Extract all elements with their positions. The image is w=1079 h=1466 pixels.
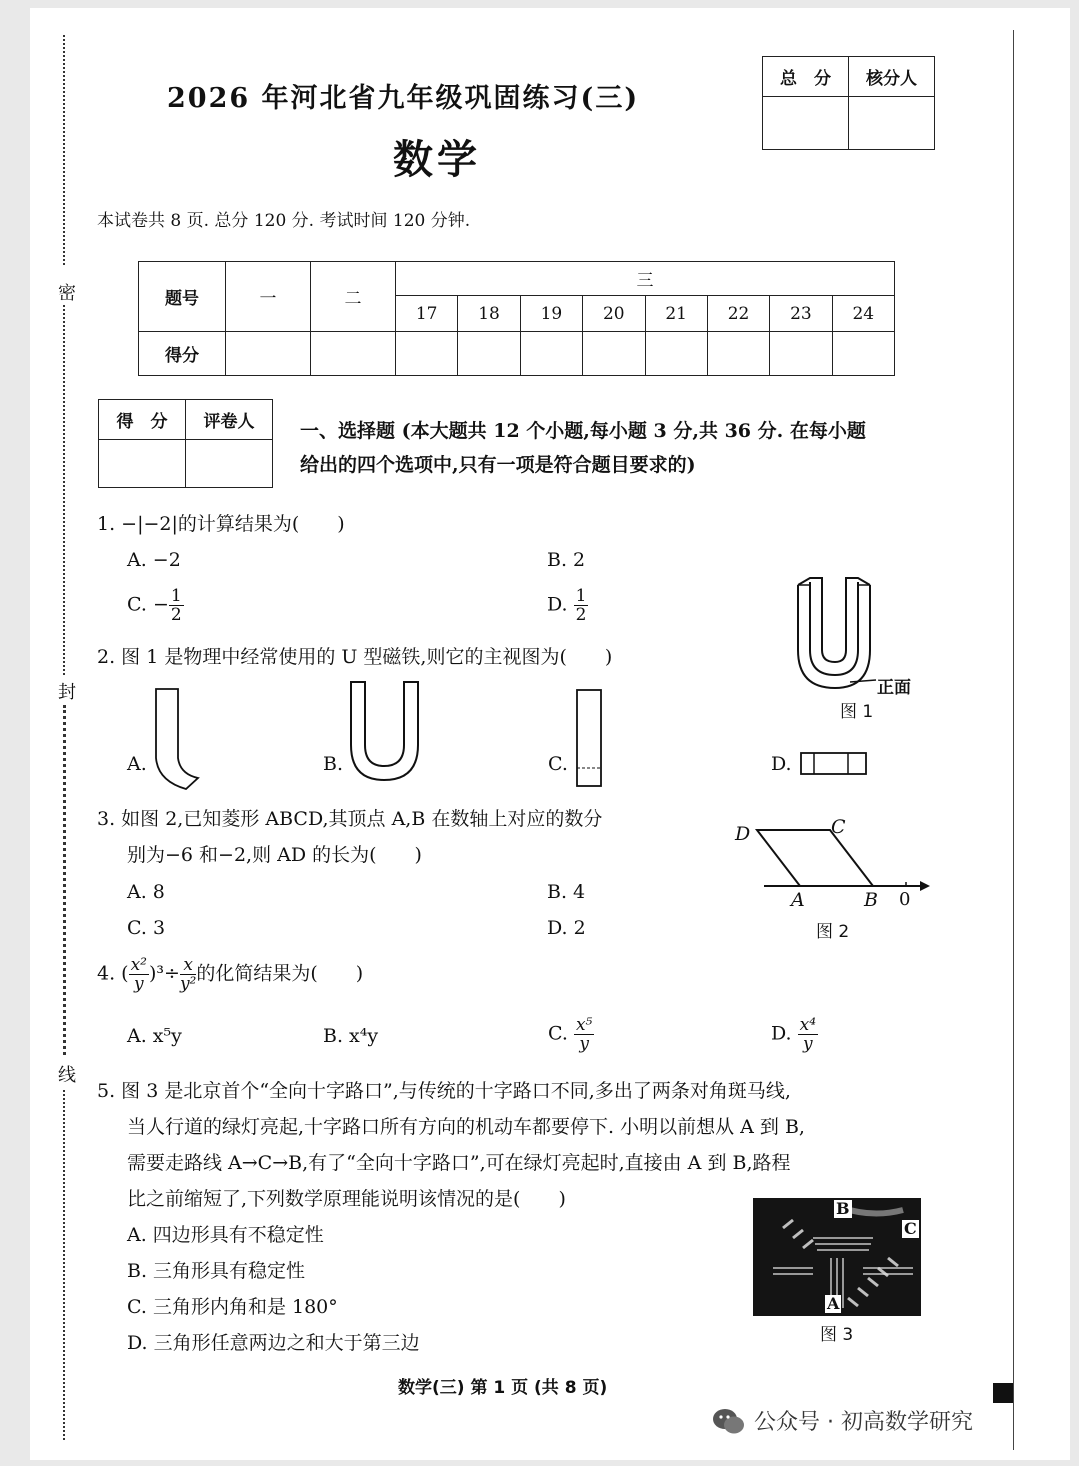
q5-stem-line2: 当人行道的绿灯亮起,十字路口所有方向的机动车都要停下. 小明以前想从 A 到 B,	[127, 1116, 805, 1138]
q5-stem-line3: 需要走路线 A→C→B,有了“全向十字路口”,可在绿灯亮起时,直接由 A 到 B,路程	[127, 1152, 791, 1174]
q1-stem: 1. −|−2|的计算结果为( )	[97, 513, 345, 535]
figure3-label-c: C	[904, 1219, 917, 1238]
figure3-caption: 图 3	[820, 1325, 854, 1345]
q4-option-b[interactable]: B. x⁴y	[323, 1025, 379, 1047]
q4-option-c[interactable]	[548, 1016, 594, 1053]
binding-dotted-line	[63, 35, 65, 265]
score-table-part2: 二	[311, 262, 396, 332]
q4-stem-suffix: 的化简结果为( )	[196, 962, 364, 985]
q3-option-b[interactable]: B. 4	[547, 881, 586, 903]
section1-line1: 一、选择题 (本大题共 12 个小题,每小题 3 分,共 36 分. 在每小题	[300, 420, 866, 442]
q2-option-c[interactable]: C.	[548, 753, 568, 775]
wechat-icon	[712, 1406, 746, 1440]
score-table-part3: 三	[396, 262, 895, 296]
q4-option-d-fraction	[798, 1016, 818, 1053]
q5-option-b[interactable]: B. 三角形具有稳定性	[127, 1260, 306, 1282]
q5-option-a[interactable]: A. 四边形具有不稳定性	[127, 1224, 324, 1246]
q3-stem-line2: 别为−6 和−2,则 AD 的长为( )	[127, 844, 422, 866]
q2-option-a[interactable]: A.	[127, 753, 147, 775]
figure1-caption: 图 1	[840, 702, 874, 722]
fraction-numerator: x	[180, 956, 196, 975]
figure2-label-a: A	[791, 889, 805, 911]
q4-stem-prefix: 4. (	[97, 962, 129, 985]
fraction-numerator: 1	[170, 586, 182, 606]
score-cell[interactable]	[832, 332, 894, 376]
figure2-label-zero: 0	[899, 889, 911, 910]
seal-mark-xian: 线	[58, 1065, 76, 1086]
fraction-numerator: x⁵	[575, 1015, 593, 1035]
figure2-caption: 图 2	[816, 922, 850, 942]
seal-mark-mi: 密	[58, 283, 76, 304]
q2-option-d-drawing	[798, 750, 870, 778]
q3-option-a[interactable]: A. 8	[127, 881, 165, 903]
q5-stem-line1: 5. 图 3 是北京首个“全向十字路口”,与传统的十字路口不同,多出了两条对角斑马线,	[97, 1080, 791, 1102]
fraction-denominator: 2	[170, 605, 182, 625]
grader-cell[interactable]	[186, 440, 273, 488]
watermark-text: 公众号 · 初高数学研究	[754, 1410, 973, 1435]
q4-stem: 4. ( $\frac{\text{x²}}{y}$ )³÷ $\frac{x}{\text{y²}}$ 的化简结果为( )	[97, 955, 364, 994]
fraction-denominator: y	[133, 974, 144, 994]
binding-dotted-line	[63, 305, 65, 675]
score-cell[interactable]	[311, 332, 396, 376]
checker-label: 核分人	[849, 57, 935, 97]
binding-dotted-line	[63, 705, 66, 1055]
q2-option-b-drawing	[346, 680, 424, 785]
q1-option-a[interactable]: A. −2	[127, 549, 181, 571]
q2-option-a-drawing	[150, 686, 205, 791]
fraction-denominator: y	[803, 1034, 813, 1054]
q4-option-d[interactable]	[771, 1016, 818, 1053]
q4-fraction-2	[180, 956, 196, 993]
binding-dotted-line	[63, 1090, 65, 1440]
page-footer: 数学(三) 第 1 页 (共 8 页)	[398, 1378, 608, 1398]
score-table-number: 19	[520, 296, 582, 332]
score-table-number: 22	[707, 296, 769, 332]
registration-mark	[993, 1383, 1013, 1403]
checker-cell[interactable]	[849, 97, 935, 150]
total-score-box	[762, 56, 935, 150]
grader-label: 评卷人	[186, 400, 273, 440]
q1-option-d-fraction	[574, 587, 589, 624]
score-table-number: 23	[770, 296, 832, 332]
q2-stem: 2. 图 1 是物理中经常使用的 U 型磁铁,则它的主视图为( )	[97, 646, 613, 668]
score-table-number: 17	[396, 296, 458, 332]
exam-title: 2026 年河北省九年级巩固练习(三)	[167, 83, 640, 114]
q3-stem	[97, 806, 602, 868]
score-cell[interactable]	[520, 332, 582, 376]
right-margin-line	[1013, 30, 1014, 1450]
q2-option-b[interactable]: B.	[323, 753, 344, 775]
score-cell[interactable]	[458, 332, 520, 376]
score-table-part1: 一	[226, 262, 311, 332]
fraction-denominator: 2	[575, 605, 587, 625]
fraction-numerator: x²	[130, 955, 147, 975]
score-cell[interactable]	[707, 332, 769, 376]
score-table-number: 21	[645, 296, 707, 332]
q3-option-d[interactable]: D. 2	[547, 917, 586, 939]
q1-option-c-fraction	[169, 587, 184, 624]
figure2-label-b: B	[864, 889, 878, 911]
grader-box	[98, 399, 273, 488]
fraction-denominator: y	[579, 1034, 589, 1054]
score-table-number: 18	[458, 296, 520, 332]
section1-heading	[300, 414, 866, 482]
score-table-row1-label: 题号	[139, 262, 226, 332]
score-cell[interactable]	[396, 332, 458, 376]
q4-fraction-1	[129, 956, 149, 993]
score-cell[interactable]	[770, 332, 832, 376]
score-cell[interactable]	[583, 332, 645, 376]
q4-option-c-prefix: C.	[548, 1022, 574, 1045]
q1-option-c-prefix: C. −	[127, 593, 169, 616]
total-score-label: 总 分	[763, 57, 849, 97]
subject-title: 数学	[393, 137, 481, 183]
q5-stem	[97, 1073, 805, 1217]
q3-stem-line1: 3. 如图 2,已知菱形 ABCD,其顶点 A,B 在数轴上对应的数分	[97, 808, 603, 830]
q5-option-d[interactable]: D. 三角形任意两边之和大于第三边	[127, 1332, 420, 1354]
fraction-numerator: x⁴	[799, 1015, 817, 1035]
q1-option-b[interactable]: B. 2	[547, 549, 586, 571]
fraction-denominator: y²	[179, 974, 197, 994]
q1-option-c[interactable]	[127, 587, 184, 624]
score-cell[interactable]	[645, 332, 707, 376]
figure2-label-d: D	[735, 823, 751, 845]
q4-option-c-fraction	[574, 1016, 594, 1053]
q4-option-a[interactable]: A. x⁵y	[127, 1025, 182, 1047]
grader-score-cell[interactable]	[99, 440, 186, 488]
q5-stem-line4: 比之前缩短了,下列数学原理能说明该情况的是( )	[127, 1188, 566, 1210]
score-table-number: 24	[832, 296, 894, 332]
score-table-row2-label: 得分	[139, 332, 226, 376]
seal-mark-feng: 封	[58, 682, 76, 703]
figure1-front-label: 正面	[877, 678, 911, 698]
score-table-number: 20	[583, 296, 645, 332]
q2-option-c-drawing	[574, 688, 606, 790]
q3-option-c[interactable]: C. 3	[127, 917, 166, 939]
grader-score-label: 得 分	[99, 400, 186, 440]
score-cell[interactable]	[226, 332, 311, 376]
figure3-label-b: B	[836, 1199, 850, 1218]
q2-option-d[interactable]: D.	[771, 753, 792, 775]
q1-option-d[interactable]	[547, 587, 588, 624]
exam-intro: 本试卷共 8 页. 总分 120 分. 考试时间 120 分钟.	[97, 211, 471, 231]
q1-option-d-prefix: D.	[547, 593, 574, 616]
fraction-numerator: 1	[575, 586, 587, 606]
section1-line2: 给出的四个选项中,只有一项是符合题目要求的)	[300, 454, 696, 476]
q5-option-c[interactable]: C. 三角形内角和是 180°	[127, 1296, 338, 1318]
total-score-cell[interactable]	[763, 97, 849, 150]
q4-option-d-prefix: D.	[771, 1022, 798, 1045]
score-table	[138, 261, 895, 376]
figure3-label-a: A	[827, 1294, 840, 1313]
figure2-label-c: C	[831, 816, 846, 838]
